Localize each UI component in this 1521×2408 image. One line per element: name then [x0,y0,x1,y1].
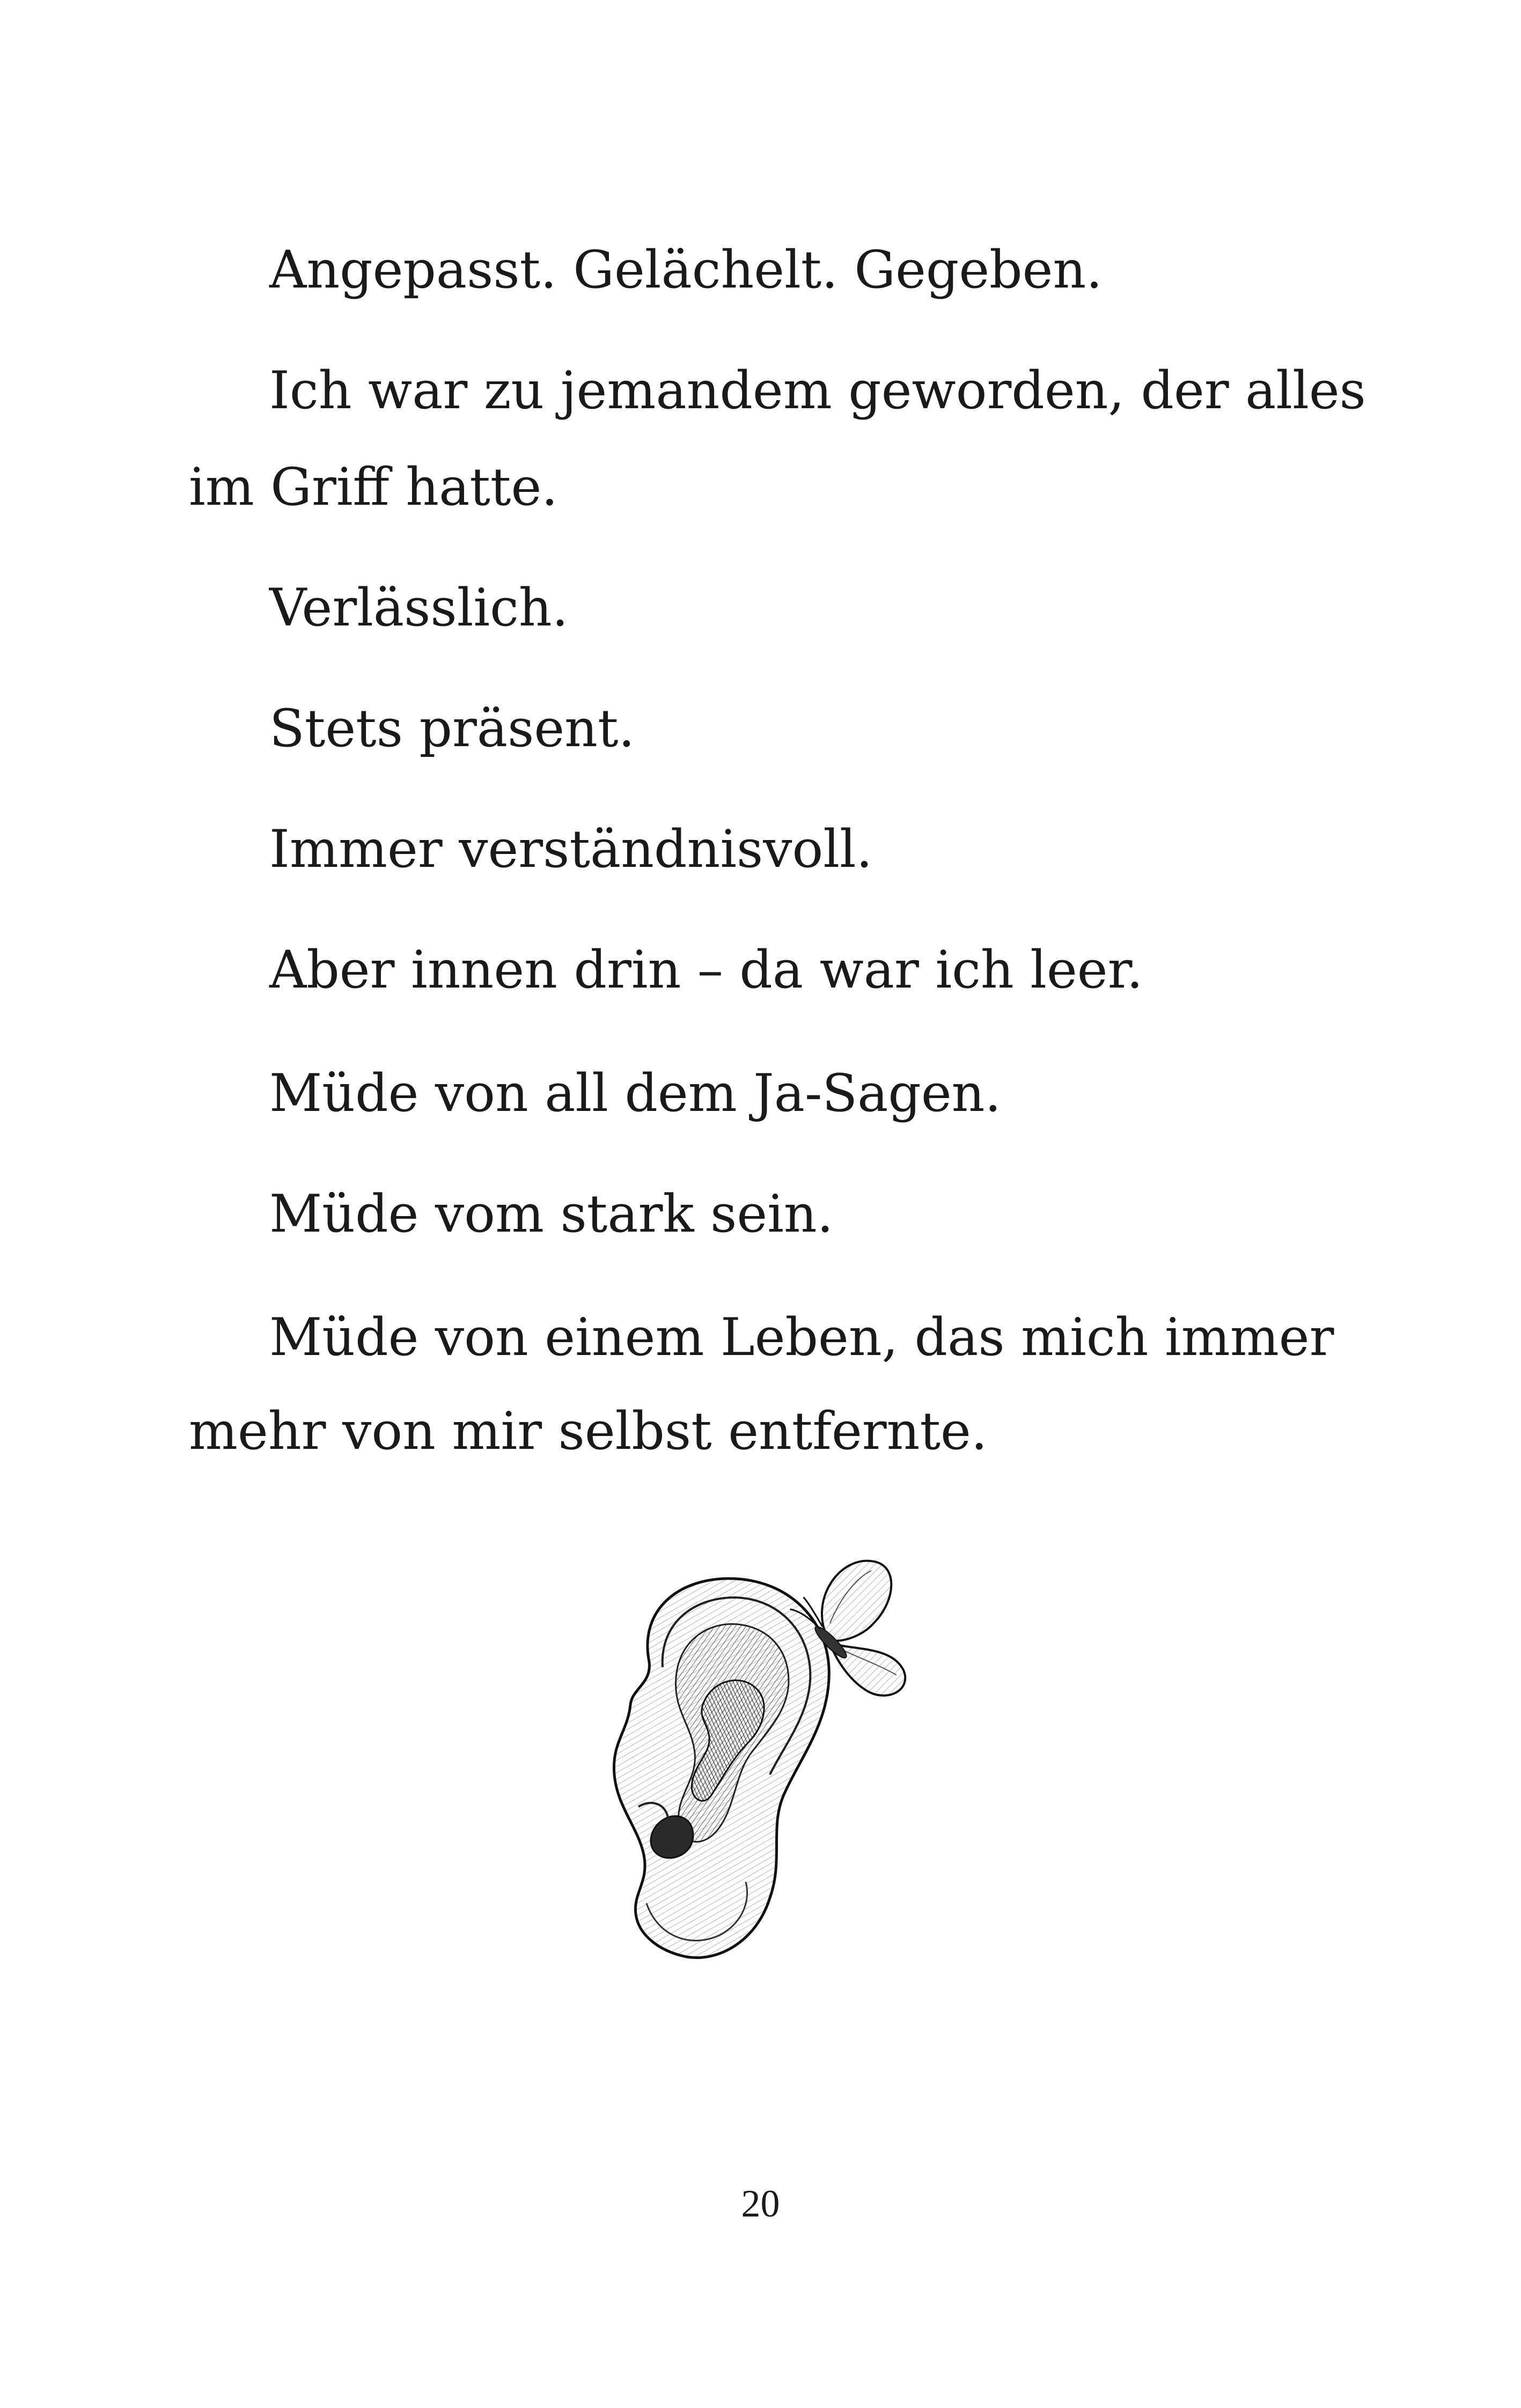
text-line-5: Stets präsent. [269,698,635,759]
text-line-3: im Griff hatte. [189,457,558,517]
page-number: 20 [741,2182,780,2225]
ear-with-butterfly-icon [558,1528,928,2080]
text-line-11: mehr von mir selbst entfernte. [189,1401,988,1461]
text-line-4: Verlässlich. [269,578,569,638]
text-line-10: Müde von einem Leben, das mich immer [269,1307,1334,1367]
text-line-9: Müde vom stark sein. [269,1184,834,1244]
text-line-1: Angepasst. Gelächelt. Gegeben. [269,240,1103,300]
text-line-8: Müde von all dem Ja-Sagen. [269,1063,1002,1123]
text-line-7: Aber innen drin – da war ich leer. [269,940,1143,1000]
text-line-2: Ich war zu jemandem geworden, der alles [269,360,1366,421]
text-line-6: Immer verständnisvoll. [269,819,873,879]
